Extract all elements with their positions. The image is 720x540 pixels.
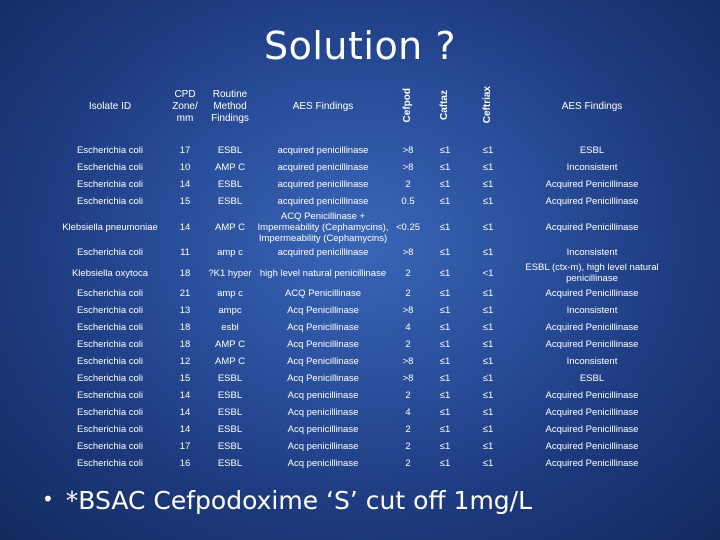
cell-aes-findings: Acq Penicillinase	[287, 322, 359, 333]
cell-aes-findings: high level natural penicillinase	[259, 267, 387, 279]
cell-ceftriax: ≤1	[482, 145, 494, 156]
cell-isolate-id: Escherichia coli	[77, 305, 143, 316]
cell-ceftriax: ≤1	[482, 424, 494, 435]
cell-aes-findings: Acq penicillinase	[287, 424, 359, 435]
cell-routine-method: AMP C	[215, 339, 245, 350]
table-row	[54, 193, 672, 210]
cell-ceftriax: ≤1	[482, 162, 494, 173]
cell-routine-method: esbl	[221, 322, 239, 333]
cell-aes-findings: ACQ Penicillinase	[284, 288, 362, 299]
cell-caftaz: ≤1	[439, 247, 451, 258]
cell-aes-findings: acquired penicillinase	[277, 196, 369, 207]
cell-cefpod: 4	[405, 407, 411, 418]
cell-aes-findings-2: Acquired Penicillinase	[545, 339, 639, 350]
cell-caftaz: ≤1	[439, 322, 451, 333]
cell-caftaz: ≤1	[439, 356, 451, 367]
cell-cpd-zone: 15	[179, 196, 191, 207]
cell-ceftriax: <1	[482, 267, 494, 279]
table-row	[54, 387, 672, 404]
cell-cpd-zone: 10	[179, 162, 191, 173]
header-aes-findings-2: AES Findings	[561, 101, 623, 112]
cell-routine-method: ESBL	[217, 145, 243, 156]
cell-aes-findings-2: ESBL	[579, 145, 605, 156]
cell-cefpod: >8	[402, 356, 414, 367]
cell-aes-findings-2: Acquired Penicillinase	[545, 322, 639, 333]
cell-isolate-id: Escherichia coli	[77, 407, 143, 418]
cell-cefpod: >8	[402, 305, 414, 316]
cell-aes-findings-2: Acquired Penicillinase	[545, 390, 639, 401]
cell-caftaz: ≤1	[439, 441, 451, 452]
header-cpd-zone: CPD Zone/ mm	[172, 89, 198, 124]
cell-caftaz: ≤1	[439, 305, 451, 316]
header-routine-method: Routine Method Findings	[211, 89, 249, 124]
table-row	[54, 285, 672, 302]
table-row	[54, 438, 672, 455]
cell-aes-findings-2: Acquired Penicillinase	[545, 196, 639, 207]
table-row	[54, 421, 672, 438]
cell-cefpod: 2	[405, 424, 411, 435]
cell-cpd-zone: 18	[179, 267, 191, 279]
cell-cpd-zone: 12	[179, 356, 191, 367]
cell-caftaz: ≤1	[439, 339, 451, 350]
cell-cpd-zone: 14	[179, 424, 191, 435]
cell-isolate-id: Escherichia coli	[77, 322, 143, 333]
cell-caftaz: ≤1	[439, 179, 451, 190]
table-row	[54, 353, 672, 370]
cell-aes-findings: Acq penicillinase	[287, 407, 359, 418]
cell-isolate-id: Escherichia coli	[77, 356, 143, 367]
cell-routine-method: ESBL	[217, 424, 243, 435]
cell-isolate-id: Escherichia coli	[77, 162, 143, 173]
cell-aes-findings-2: Acquired Penicillinase	[545, 221, 639, 233]
cell-aes-findings: Acq Penicillinase	[287, 339, 359, 350]
footnote-bullet	[42, 486, 702, 515]
cell-caftaz: ≤1	[439, 196, 451, 207]
table-body	[54, 142, 672, 472]
slide-title: Solution ?	[263, 24, 457, 68]
cell-cpd-zone: 18	[179, 339, 191, 350]
cell-ceftriax: ≤1	[482, 247, 494, 258]
cell-aes-findings-2: Acquired Penicillinase	[545, 441, 639, 452]
cell-aes-findings-2: ESBL	[579, 373, 605, 384]
cell-caftaz: ≤1	[439, 424, 451, 435]
table-row	[54, 455, 672, 472]
cell-cefpod: 4	[405, 322, 411, 333]
header-cefpod	[390, 72, 426, 142]
cell-cefpod: 2	[405, 179, 411, 190]
table-row	[54, 159, 672, 176]
cell-routine-method: ESBL	[217, 179, 243, 190]
cell-ceftriax: ≤1	[482, 356, 494, 367]
cell-isolate-id: Escherichia coli	[77, 441, 143, 452]
cell-cpd-zone: 14	[179, 407, 191, 418]
cell-isolate-id: Escherichia coli	[77, 145, 143, 156]
cell-cefpod: 2	[405, 390, 411, 401]
cell-ceftriax: ≤1	[482, 373, 494, 384]
cell-aes-findings: Acq Penicillinase	[287, 305, 359, 316]
cell-aes-findings: acquired penicillinase	[277, 162, 369, 173]
cell-cpd-zone: 15	[179, 373, 191, 384]
cell-caftaz: ≤1	[439, 267, 451, 279]
bullet-symbol: •	[42, 487, 54, 511]
cell-isolate-id: Escherichia coli	[77, 390, 143, 401]
cell-ceftriax: ≤1	[482, 196, 494, 207]
cell-cefpod: >8	[402, 162, 414, 173]
cell-aes-findings: acquired penicillinase	[277, 145, 369, 156]
cell-cefpod: 2	[405, 267, 411, 279]
cell-routine-method: ESBL	[217, 441, 243, 452]
cell-aes-findings: Acq Penicillinase	[287, 373, 359, 384]
table-row	[54, 210, 672, 244]
cell-cefpod: <0.25	[395, 221, 421, 233]
cell-cpd-zone: 13	[179, 305, 191, 316]
cell-routine-method: ESBL	[217, 196, 243, 207]
cell-cpd-zone: 14	[179, 179, 191, 190]
cell-ceftriax: ≤1	[482, 339, 494, 350]
table-row	[54, 336, 672, 353]
header-aes-findings: AES Findings	[292, 101, 354, 112]
cell-routine-method: ESBL	[217, 390, 243, 401]
cell-aes-findings: Acq penicillinase	[287, 458, 359, 469]
header-caftaz	[426, 72, 464, 142]
table-row	[54, 370, 672, 387]
cell-aes-findings: Acq penicillinase	[287, 390, 359, 401]
cell-ceftriax: ≤1	[482, 441, 494, 452]
cell-aes-findings-2: Inconsistent	[566, 305, 618, 316]
table-row	[54, 142, 672, 159]
cell-ceftriax: ≤1	[482, 179, 494, 190]
cell-ceftriax: ≤1	[482, 390, 494, 401]
cell-aes-findings-2: Acquired Penicillinase	[545, 458, 639, 469]
cell-cefpod: >8	[402, 373, 414, 384]
cell-aes-findings-2: Acquired Penicillinase	[545, 407, 639, 418]
cell-isolate-id: Escherichia coli	[77, 247, 143, 258]
table-row	[54, 244, 672, 261]
cell-caftaz: ≤1	[439, 221, 451, 233]
cell-cpd-zone: 14	[179, 221, 191, 233]
cell-routine-method: ampc	[218, 305, 242, 316]
cell-ceftriax: ≤1	[482, 221, 494, 233]
cell-routine-method: ESBL	[217, 407, 243, 418]
cell-isolate-id: Escherichia coli	[77, 179, 143, 190]
cell-isolate-id: Escherichia coli	[77, 196, 143, 207]
cell-aes-findings: Acq penicillinase	[287, 441, 359, 452]
cell-caftaz: ≤1	[439, 390, 451, 401]
cell-isolate-id: Klebsiella pneumoniae	[62, 221, 158, 233]
table-row	[54, 302, 672, 319]
cell-isolate-id: Escherichia coli	[77, 458, 143, 469]
cell-routine-method: amp c	[217, 247, 243, 258]
cell-cefpod: 2	[405, 339, 411, 350]
cell-cpd-zone: 18	[179, 322, 191, 333]
cell-routine-method: AMP C	[215, 356, 245, 367]
isolate-results-table	[54, 72, 672, 472]
cell-cpd-zone: 21	[179, 288, 191, 299]
cell-routine-method: ESBL	[217, 373, 243, 384]
cell-aes-findings-2: Acquired Penicillinase	[545, 288, 639, 299]
header-isolate-id: Isolate ID	[88, 101, 132, 112]
cell-aes-findings-2: Acquired Penicillinase	[545, 179, 639, 190]
cell-cefpod: 2	[405, 458, 411, 469]
cell-cpd-zone: 16	[179, 458, 191, 469]
cell-aes-findings-2: Inconsistent	[566, 356, 618, 367]
cell-routine-method: AMP C	[215, 162, 245, 173]
cell-cefpod: 0.5	[401, 196, 415, 207]
cell-caftaz: ≤1	[439, 373, 451, 384]
cell-ceftriax: ≤1	[482, 322, 494, 333]
table-header-row	[54, 72, 672, 142]
cell-caftaz: ≤1	[439, 162, 451, 173]
cell-aes-findings: acquired penicillinase	[277, 179, 369, 190]
cell-aes-findings-2: Inconsistent	[566, 247, 618, 258]
header-caftaz-label: Caftaz	[439, 89, 450, 120]
cell-cpd-zone: 17	[179, 441, 191, 452]
cell-routine-method: AMP C	[215, 221, 245, 233]
cell-cefpod: >8	[402, 247, 414, 258]
cell-aes-findings: ACQ Penicillinase + Impermeability (Cephamycins), Impermeability (Cephamycins)	[257, 210, 389, 244]
cell-aes-findings-2: Acquired Penicillinase	[545, 424, 639, 435]
table-row	[54, 176, 672, 193]
cell-caftaz: ≤1	[439, 145, 451, 156]
cell-ceftriax: ≤1	[482, 407, 494, 418]
cell-ceftriax: ≤1	[482, 458, 494, 469]
cell-routine-method: ?K1 hyper	[208, 267, 252, 279]
table-row	[54, 261, 672, 285]
cell-routine-method: amp c	[217, 288, 243, 299]
footnote-text: *BSAC Cefpodoxime ‘S’ cut off 1mg/L	[65, 486, 533, 515]
table-row	[54, 404, 672, 421]
cell-isolate-id: Klebsiella oxytoca	[71, 267, 149, 279]
cell-cpd-zone: 14	[179, 390, 191, 401]
cell-cpd-zone: 17	[179, 145, 191, 156]
cell-isolate-id: Escherichia coli	[77, 424, 143, 435]
header-ceftriax	[464, 72, 512, 142]
header-cefpod-label: Cefpod	[402, 87, 413, 123]
cell-aes-findings: Acq Penicillinase	[287, 356, 359, 367]
cell-caftaz: ≤1	[439, 458, 451, 469]
cell-cefpod: >8	[402, 145, 414, 156]
cell-aes-findings-2: ESBL (ctx-m), high level natural penicillinase	[525, 262, 659, 284]
cell-isolate-id: Escherichia coli	[77, 288, 143, 299]
cell-isolate-id: Escherichia coli	[77, 373, 143, 384]
cell-cpd-zone: 11	[180, 247, 190, 258]
cell-cefpod: 2	[405, 288, 411, 299]
cell-routine-method: ESBL	[217, 458, 243, 469]
cell-ceftriax: ≤1	[482, 305, 494, 316]
table-row	[54, 319, 672, 336]
cell-cefpod: 2	[405, 441, 411, 452]
cell-caftaz: ≤1	[439, 407, 451, 418]
cell-aes-findings-2: Inconsistent	[566, 162, 618, 173]
cell-ceftriax: ≤1	[482, 288, 494, 299]
cell-aes-findings: acquired penicillinase	[277, 247, 369, 258]
cell-isolate-id: Escherichia coli	[77, 339, 143, 350]
header-ceftriax-label: Ceftriax	[482, 86, 493, 124]
cell-caftaz: ≤1	[439, 288, 451, 299]
